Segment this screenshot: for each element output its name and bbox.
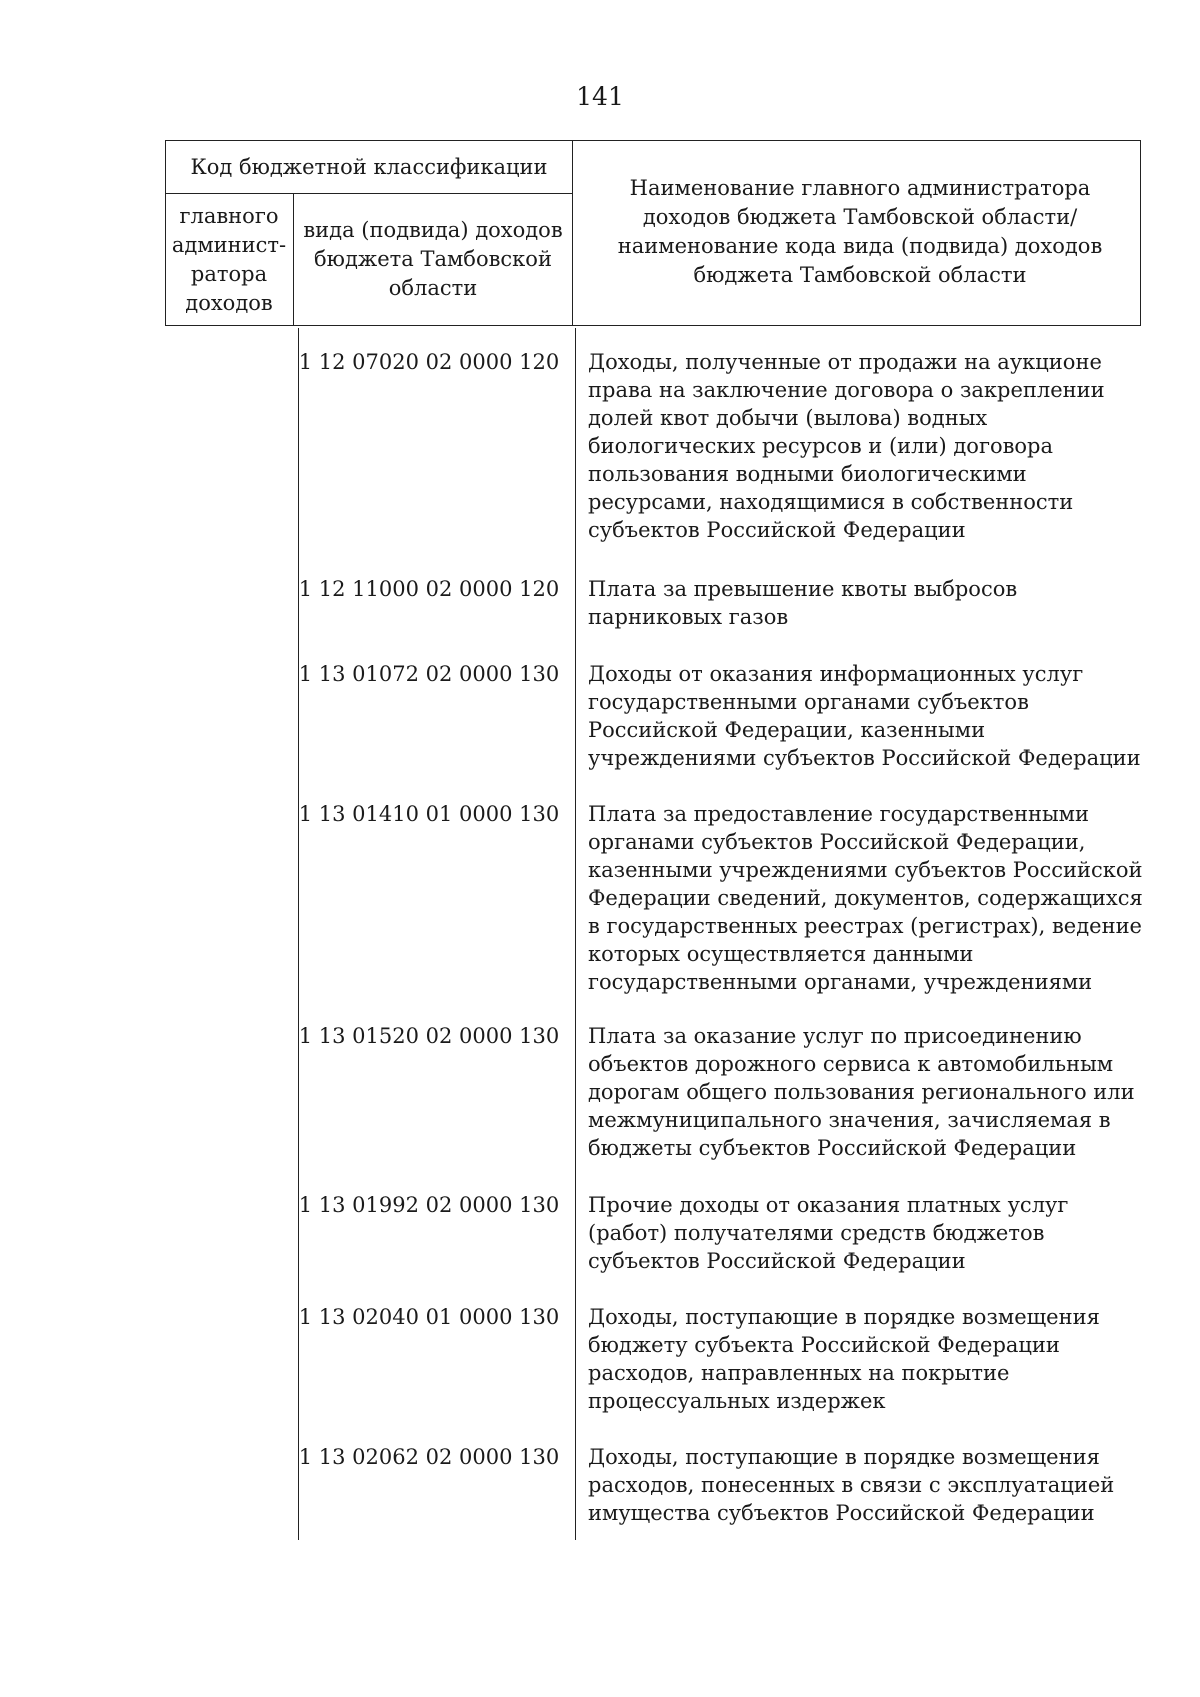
row-code: 1 13 01410 01 0000 130 (298, 802, 560, 826)
row-name: Плата за предоставление государственными органами субъектов Российской Федерации, казенными учреждениями субъектов Российской Федерации сведений, документов, содержащихся в государственных реестрах (регистрах), ведение которых осуществляется данными государственными органами, учреждениями (588, 802, 1143, 994)
header-divider-admin (293, 193, 294, 326)
row-code: 1 13 02062 02 0000 130 (298, 1445, 560, 1469)
header-col-admin: главного админист-ратора доходов (171, 203, 287, 315)
row-name: Плата за оказание услуг по присоединению объектов дорожного сервиса к автомобильным дорогам общего пользования регионального или межмуниципального значения, зачисляемая в бюджеты субъектов Российской Федерации (588, 1024, 1135, 1160)
table-left-border (165, 140, 166, 326)
row-name: Доходы, полученные от продажи на аукционе права на заключение договора о закреплении долей квот добычи (вылова) водных биологических ресурсов и (или) договора пользования водными биологическими ресурсами, находящимися в собственности субъектов Российской Федерации (588, 350, 1105, 542)
header-bottom-border (165, 325, 1141, 326)
row-name: Доходы, поступающие в порядке возмещения расходов, понесенных в связи с эксплуатацией имущества субъектов Российской Федерации (588, 1445, 1115, 1525)
row-code: 1 12 11000 02 0000 120 (298, 577, 560, 601)
header-col-code: вида (подвида) доходов бюджета Тамбовской области (303, 218, 563, 300)
row-name: Доходы, поступающие в порядке возмещения бюджету субъекта Российской Федерации расходов, направленных на покрытие процессуальных издержек (588, 1305, 1100, 1413)
row-code: 1 13 01520 02 0000 130 (298, 1024, 560, 1048)
body-divider-name (575, 328, 576, 1540)
body-divider-code (298, 328, 299, 1540)
header-group-title: Код бюджетной классификации (190, 154, 548, 179)
row-code: 1 13 02040 01 0000 130 (298, 1305, 560, 1329)
header-divider-name (572, 140, 573, 326)
header-col-name: Наименование главного администратора доходов бюджета Тамбовской области/наименование кода вида (подвида) доходов бюджета Тамбовской области (617, 176, 1103, 287)
row-name: Доходы от оказания информационных услуг государственными органами субъектов Российской Федерации, казенными учреждениями субъектов Российской Федерации (588, 662, 1141, 770)
row-name: Прочие доходы от оказания платных услуг (работ) получателями средств бюджетов субъектов Российской Федерации (588, 1193, 1069, 1273)
page-number: 141 (576, 82, 624, 111)
row-name: Плата за превышение квоты выбросов парниковых газов (588, 577, 1018, 629)
row-code: 1 13 01072 02 0000 130 (298, 662, 560, 686)
header-group-divider (165, 193, 572, 194)
row-code: 1 12 07020 02 0000 120 (298, 350, 560, 374)
row-code: 1 13 01992 02 0000 130 (298, 1193, 560, 1217)
